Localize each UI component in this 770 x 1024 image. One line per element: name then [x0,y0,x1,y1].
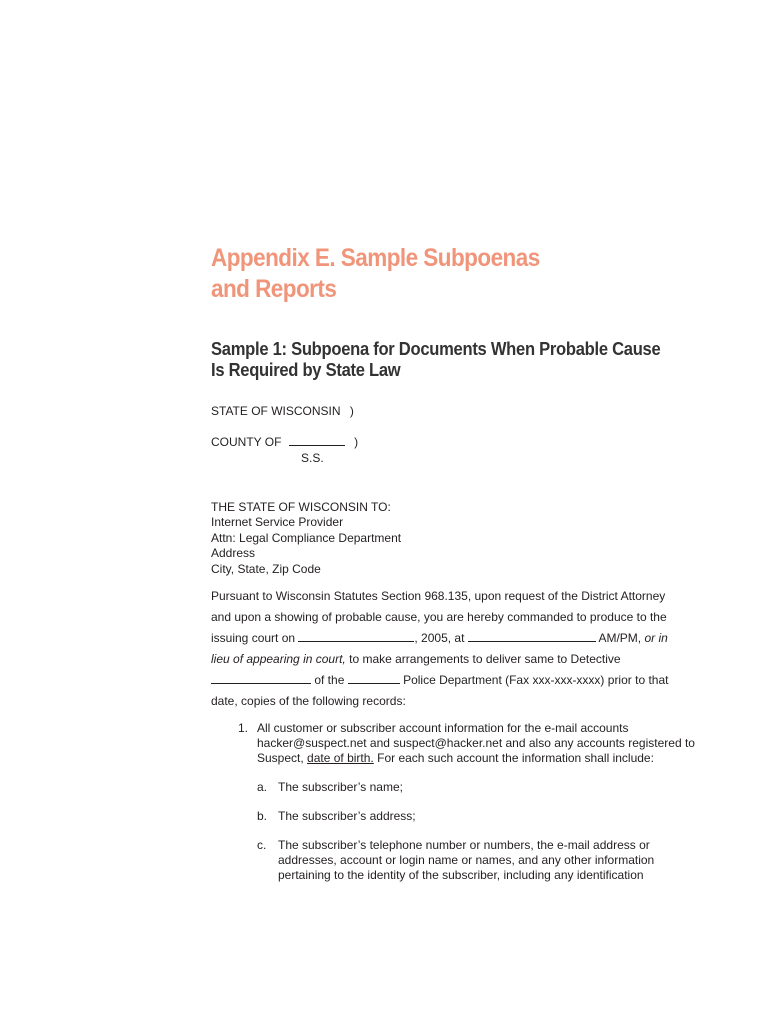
sample-heading-line-1: Sample 1: Subpoena for Documents When Probable Cause [211,339,661,359]
subitem-line: addresses, account or login name or names, and any other information [278,853,655,867]
paragraph-line: date, copies of the following records: [211,694,406,708]
arrangements-text: to make arrangements to deliver same to Detective [349,652,621,666]
issuing-court-text: issuing court on [211,631,296,645]
county-blank [289,434,345,446]
suspect-text: Suspect, [257,751,304,765]
sample-heading [211,339,726,381]
account-info-text: For each such account the information shall include: [377,751,654,765]
subitem-letter: c. [257,838,267,852]
ampm-text: AM/PM, [598,631,642,645]
date-of-birth-text: date of birth. [307,751,374,765]
of-the-text: of the [314,673,345,687]
caption-ss: S.S. [301,451,324,465]
caption-state [211,404,354,418]
county-paren: ) [354,435,359,449]
subitem-letter: b. [257,809,268,823]
subitem-text: The subscriber’s address; [278,809,416,823]
list-item [257,721,727,766]
appendix-heading-line-2: and Reports [211,275,337,303]
paragraph-line [211,649,711,670]
subitem-text [278,838,718,883]
addressee-provider: Internet Service Provider [211,515,344,529]
addressee-address: Address [211,546,256,560]
date-blank [298,630,414,642]
detective-blank [211,672,311,684]
subitem-line: pertaining to the identity of the subscriber, including any identification [278,868,644,882]
addressee-to: THE STATE OF WISCONSIN TO: [211,500,391,514]
appendix-heading-line-1: Appendix E. Sample Subpoenas [211,244,540,272]
item-number: 1. [238,721,249,735]
lieu-text: lieu of appearing in court, [211,652,346,666]
county-label: COUNTY OF [211,435,282,449]
department-blank [348,672,400,684]
addressee-attn: Attn: Legal Compliance Department [211,531,402,545]
item-line: All customer or subscriber account information for the e-mail accounts [257,721,629,735]
subitem-text: The subscriber’s name; [278,780,403,794]
paragraph-line: Pursuant to Wisconsin Statutes Section 968.135, upon request of the District Attorney [211,589,666,603]
paragraph-line [211,670,711,691]
command-paragraph [211,586,711,712]
paragraph-line: and upon a showing of probable cause, you are hereby commanded to produce to the [211,610,667,624]
state-paren: ) [349,404,354,418]
year-text: , 2005, at [414,631,465,645]
item-line [257,751,727,766]
time-blank [468,630,596,642]
or-in-text: or in [644,631,668,645]
sample-heading-line-2: Is Required by State Law [211,360,401,380]
addressee-city: City, State, Zip Code [211,562,321,576]
subitem-line: The subscriber’s telephone number or numbers, the e-mail address or [278,838,650,852]
appendix-heading [211,243,679,305]
state-label: STATE OF WISCONSIN [211,404,341,418]
item-line: hacker@suspect.net and suspect@hacker.net and also any accounts registered to [257,736,695,750]
police-dept-text: Police Department (Fax xxx-xxx-xxxx) prior to that [403,673,669,687]
subitem-letter: a. [257,780,268,794]
caption-county [211,434,358,449]
paragraph-line [211,628,711,649]
